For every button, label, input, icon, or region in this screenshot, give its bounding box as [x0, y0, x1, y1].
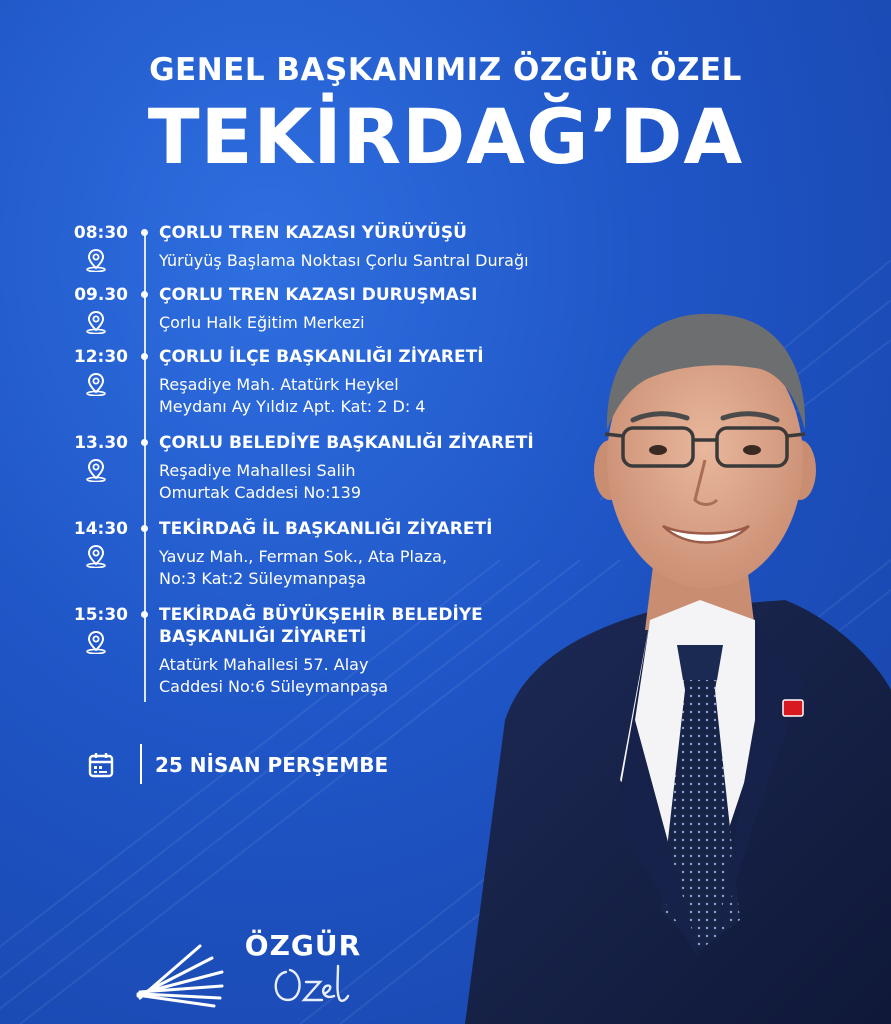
- schedule-time: 09.30: [74, 285, 128, 305]
- date-separator: [140, 744, 142, 784]
- map-pin-icon: [85, 372, 107, 396]
- schedule-address: Atatürk Mahallesi 57. Alay Caddesi No:6 Süleymanpaşa: [159, 655, 389, 696]
- timeline-dot: [141, 291, 148, 298]
- calendar-icon: [88, 752, 114, 778]
- map-pin-icon: [85, 458, 107, 482]
- schedule-time: 15:30: [73, 605, 128, 625]
- schedule-time: 12:30: [73, 347, 128, 367]
- signature-ozel: [268, 960, 358, 1010]
- six-arrows-logo-icon: [130, 938, 240, 1008]
- timeline-dot: [141, 439, 148, 446]
- map-pin-icon: [85, 544, 107, 568]
- header-title: TEKİRDAĞ’DA: [147, 92, 744, 181]
- header-subtitle: GENEL BAŞKANIMIZ ÖZGÜR ÖZEL: [149, 52, 742, 88]
- logo-name: ÖZGÜR: [244, 929, 362, 962]
- schedule-time: 14:30: [73, 519, 128, 539]
- schedule-title: ÇORLU BELEDİYE BAŞKANLIĞI ZİYARETİ: [159, 433, 534, 453]
- map-pin-icon: [85, 248, 107, 272]
- schedule-address: Reşadiye Mah. Atatürk Heykel Meydanı Ay Yıldız Apt. Kat: 2 D: 4: [159, 375, 426, 416]
- schedule-address: Reşadiye Mahallesi Salih Omurtak Caddesi No:139: [159, 461, 362, 502]
- schedule-title: ÇORLU TREN KAZASI YÜRÜYÜŞÜ: [159, 223, 467, 243]
- timeline-dot: [141, 611, 148, 618]
- schedule-time: 08:30: [73, 223, 128, 243]
- schedule-time: 13.30: [74, 433, 128, 453]
- schedule-address: Yürüyüş Başlama Noktası Çorlu Santral Durağı: [159, 251, 529, 270]
- schedule-title: TEKİRDAĞ BÜYÜKŞEHİR BELEDİYE BAŞKANLIĞI ZİYARETİ: [159, 605, 483, 647]
- timeline-dot: [141, 525, 148, 532]
- map-pin-icon: [85, 630, 107, 654]
- timeline-dot: [141, 229, 148, 236]
- event-date: 25 NİSAN PERŞEMBE: [155, 753, 389, 777]
- schedule-title: ÇORLU TREN KAZASI DURUŞMASI: [159, 285, 478, 305]
- schedule-address: Çorlu Halk Eğitim Merkezi: [159, 313, 365, 332]
- schedule-title: ÇORLU İLÇE BAŞKANLIĞI ZİYARETİ: [159, 347, 484, 367]
- timeline-dot: [141, 353, 148, 360]
- portrait-photo: [455, 300, 891, 1024]
- schedule-title: TEKİRDAĞ İL BAŞKANLIĞI ZİYARETİ: [159, 519, 493, 539]
- timeline-line: [144, 232, 146, 702]
- schedule-address: Yavuz Mah., Ferman Sok., Ata Plaza, No:3 Kat:2 Süleymanpaşa: [159, 547, 448, 588]
- map-pin-icon: [85, 310, 107, 334]
